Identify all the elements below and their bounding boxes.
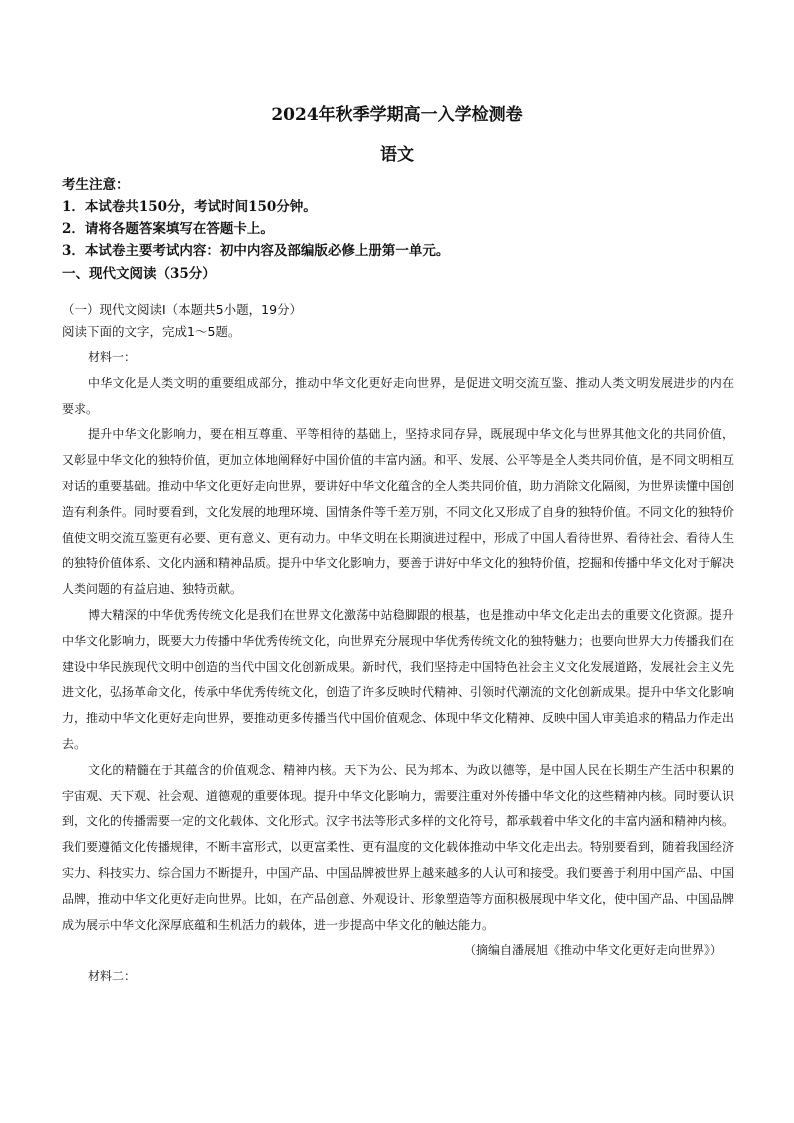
sub-section-heading: （一）现代文阅读Ⅰ（本题共5小题，19分）: [62, 302, 303, 317]
note-item-2: 2．请将各题答案填写在答题卡上。: [62, 221, 274, 237]
material-1-paragraph-1: 中华文化是人类文明的重要组成部分，推动中华文化更好走向世界，是促进文明交流互鉴、推动人类文明发展进步的内在要求。: [62, 375, 734, 416]
reading-instruction: 阅读下面的文字，完成1～5题。: [62, 324, 241, 339]
note-item-3: 3．本试卷主要考试内容：初中内容及部编版必修上册第一单元。: [62, 243, 450, 259]
candidate-notes: [62, 174, 732, 262]
note-item-1: 1．本试卷共150分，考试时间150分钟。: [62, 199, 317, 215]
material-1-label: 材料一：: [88, 350, 137, 364]
notes-heading: 考生注意：: [62, 177, 130, 193]
section-heading: 一、现代文阅读（35分）: [62, 266, 216, 282]
material-2-label: 材料二：: [88, 969, 137, 984]
material-1-source: （摘编自潘展旭《推动中华文化更好走向世界》）: [463, 943, 722, 958]
exam-subject: 语文: [380, 145, 414, 165]
material-1-paragraph-4: 文化的精髓在于其蕴含的价值观念、精神内核。天下为公、民为邦本、为政以德等，是中国人民在长期生产生活中积累的宇宙观、天下观、社会观、道德观的重要体现。提升中华文化影响力，需要注重对外传播中华文化的这些精神内核。同时要认识到，文化的传播需要一定的文化载体、文化形式。汉字书法等形式多样的文化符号，都承载着中华文化的丰富内涵和精神内核。我们要遵循文化传播规律，不断丰富形式，以更富柔性、更有温度的文化载体推动中华文化走出去。特别要看到，随着我国经济实力、科技实力、综合国力不断提升，中国产品、中国品牌被世界上越来越多的人认可和接受。我们要善于利用中国产品、中国品牌，推动中华文化更好走向世界。比如，在产品创意、外观设计、形象塑造等方面积极展现中华文化，使中国产品、中国品牌成为展示中华文化深厚底蕴和生机活力的载体，进一步提高中华文化的触达能力。: [62, 762, 735, 932]
material-1-paragraph-3: 博大精深的中华优秀传统文化是我们在世界文化激荡中站稳脚跟的根基，也是推动中华文化走出去的重要文化资源。提升中华文化影响力，既要大力传播中华优秀传统文化，向世界充分展现中华优秀传统文化的独特魅力；也要向世界大力传播我们在建设中华民族现代文明中创造的当代中国文化创新成果。新时代，我们坚持走中国特色社会主义文化发展道路，发展社会主义先进文化，弘扬革命文化，传承中华优秀传统文化，创造了许多反映时代精神、引领时代潮流的文化创新成果。提升中华文化影响力，推动中华文化更好走向世界，要推动更多传播当代中国价值观念、体现中华文化精神、反映中国人审美追求的精品力作走出去。: [62, 607, 735, 751]
exam-title: 2024年秋季学期高一入学检测卷: [271, 105, 523, 125]
reading-passage: [62, 345, 734, 990]
material-1-paragraph-2: 提升中华文化影响力，要在相互尊重、平等相待的基础上，坚持求同存异，既展现中华文化与世界其他文化的共同价值，又彰显中华文化的独特价值，更加立体地阐释好中国价值的丰富内涵。和平、发展、公平等是全人类共同价值，是不同文明相互对话的重要基础。推动中华文化更好走向世界，要讲好中华文化蕴含的全人类共同价值，助力消除文化隔阂，为世界读懂中国创造有利条件。同时要看到，文化发展的地理环境、国情条件等千差万别，不同文化又形成了自身的独特价值。不同文化的独特价值使文明交流互鉴更有必要、更有意义、更有动力。中华文明在长期演进过程中，形成了中国人看待世界、看待社会、看待人生的独特价值体系、文化内涵和精神品质。提升中华文化影响力，要善于讲好中华文化的独特价值，挖掘和传播中华文化对于解决人类问题的有益启迪、独特贡献。: [62, 427, 735, 597]
